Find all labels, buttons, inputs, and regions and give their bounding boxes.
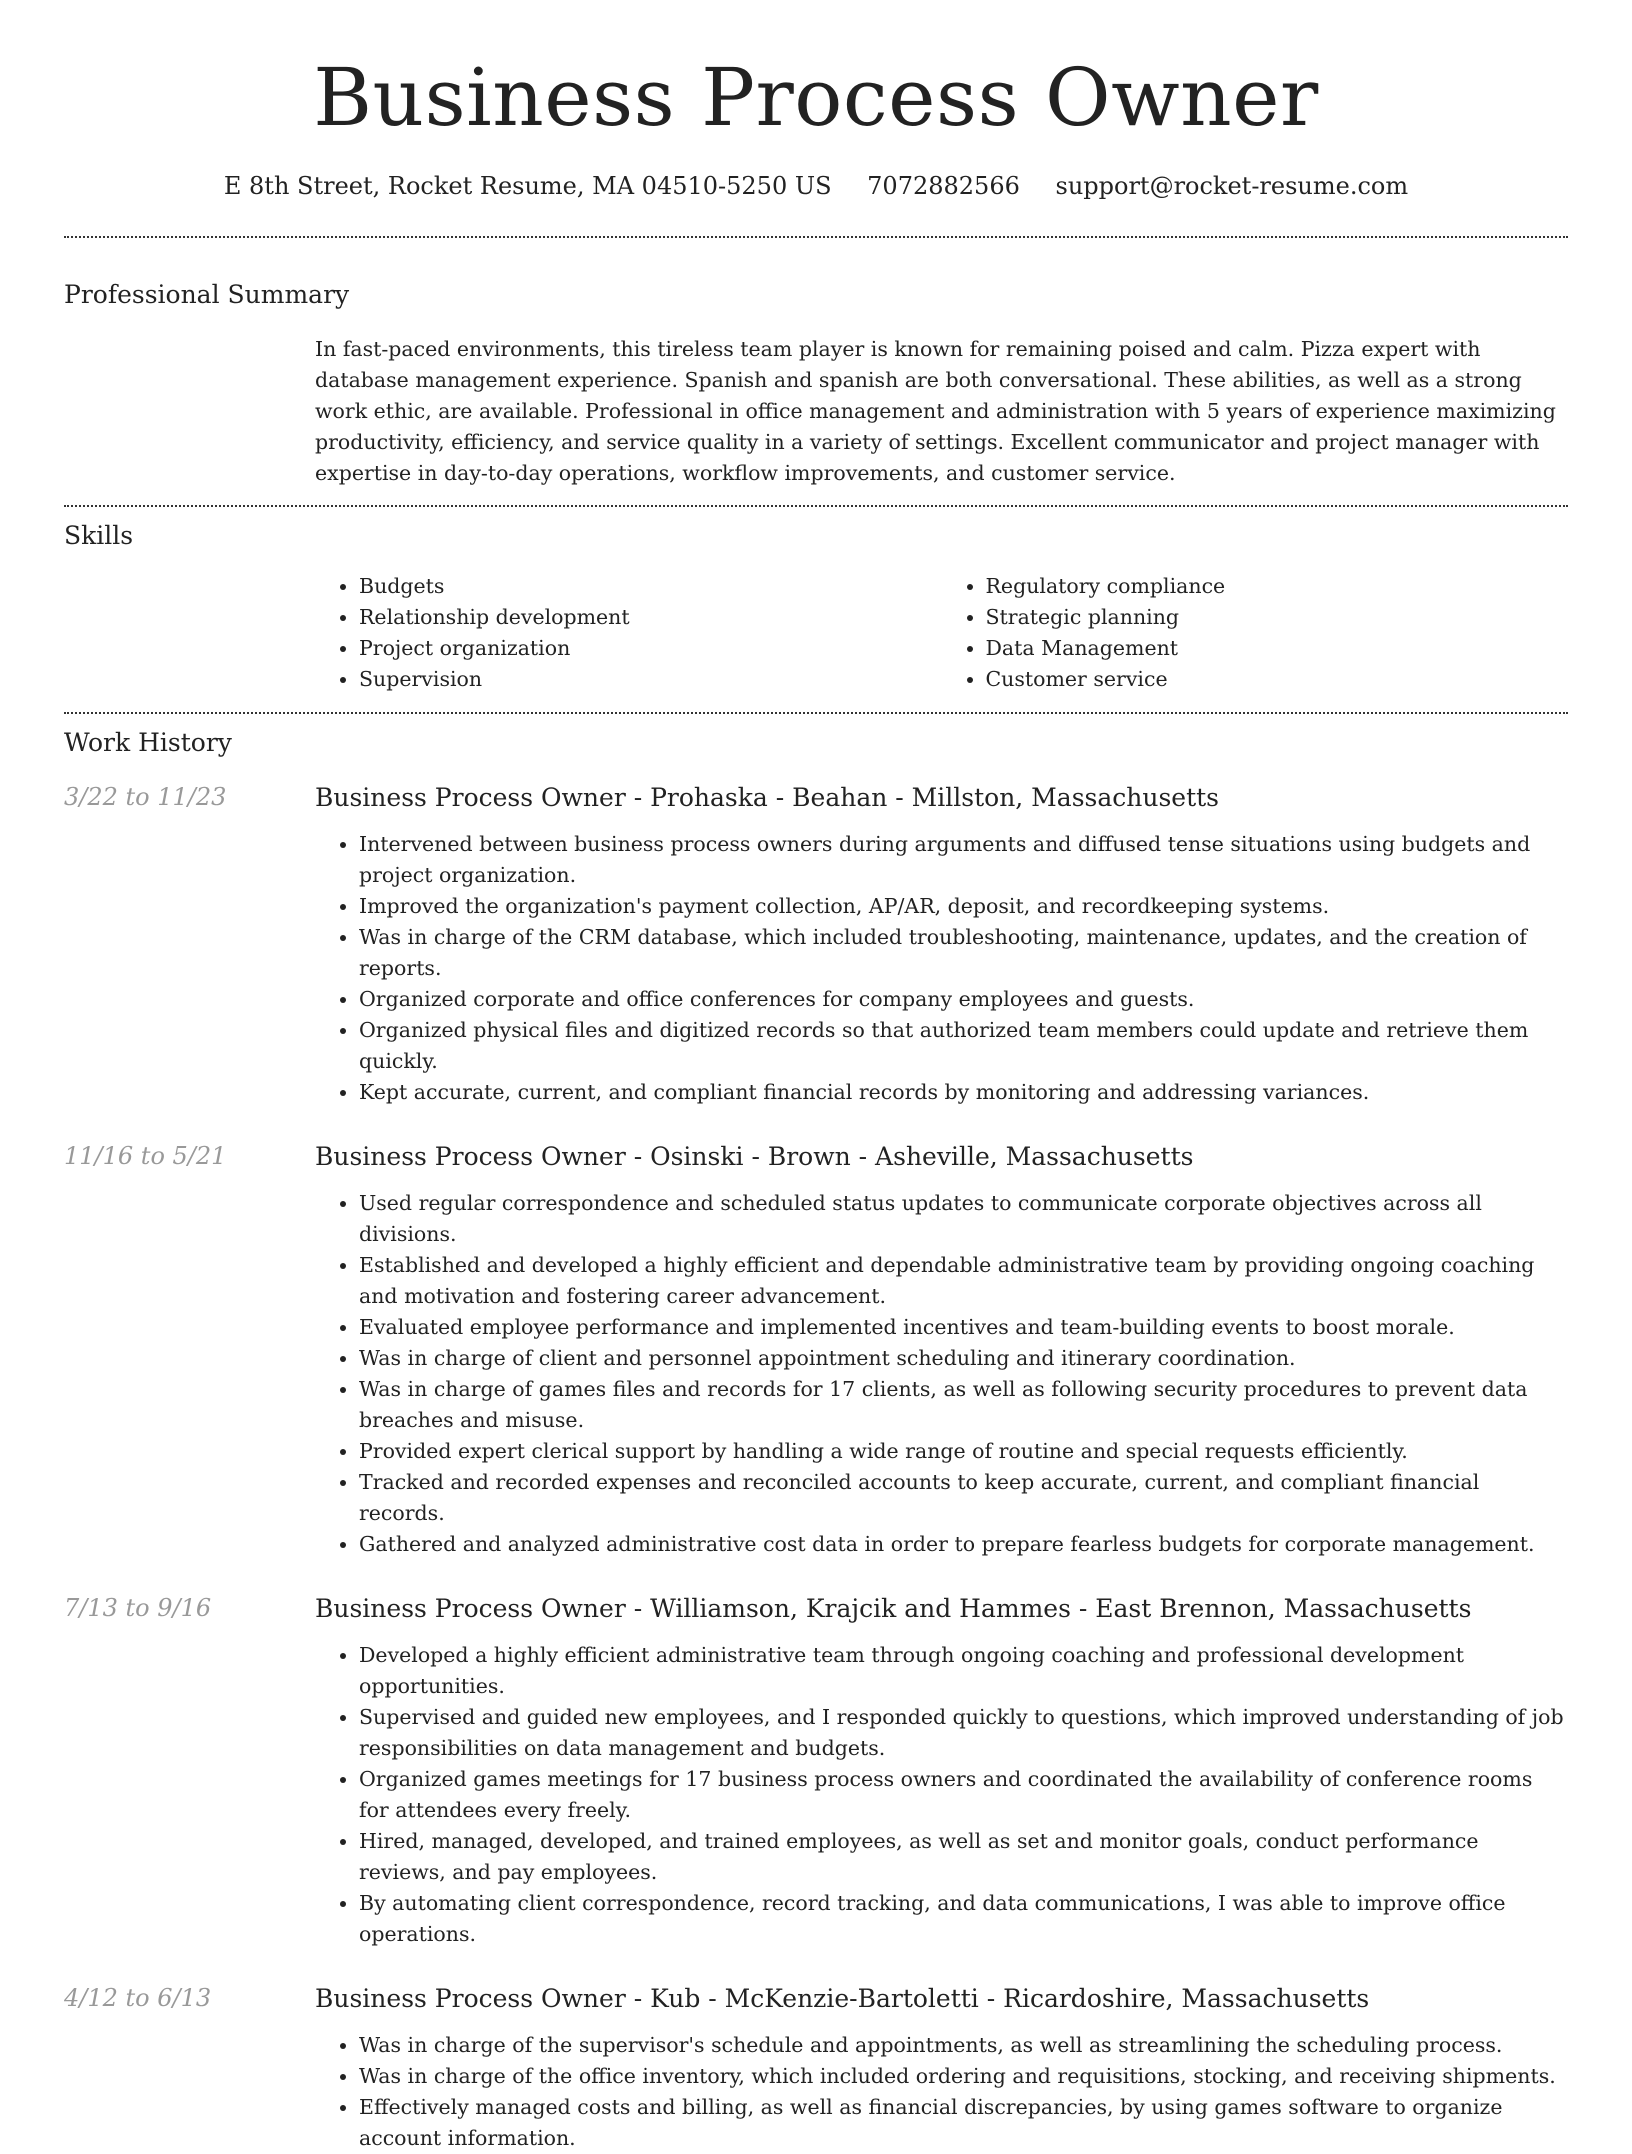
job-bullets <box>315 1188 1568 1560</box>
contact-email: support@rocket-resume.com <box>1055 172 1409 200</box>
job-bullet: • Improved the organization's payment collection, AP/AR, deposit, and recordkeeping systems. <box>359 891 1568 922</box>
divider <box>64 712 1568 714</box>
skill-item: • Customer service <box>986 664 1569 695</box>
job-bullet: • Was in charge of the CRM database, which included troubleshooting, maintenance, updates, and the creation of reports. <box>359 922 1568 984</box>
skill-item: • Project organization <box>359 633 942 664</box>
job-bullet: • Was in charge of client and personnel appointment scheduling and itinerary coordination. <box>359 1343 1568 1374</box>
job-bullet: • Used regular correspondence and scheduled status updates to communicate corporate objectives across all divisions. <box>359 1188 1568 1250</box>
section-title-skills: Skills <box>64 520 134 550</box>
resume-page <box>64 0 1568 2154</box>
job-bullet: • Developed a highly efficient administrative team through ongoing coaching and professional development opportunities. <box>359 1640 1568 1702</box>
job-bullet: • Was in charge of games files and records for 17 clients, as well as following security procedures to prevent data breaches and misuse. <box>359 1374 1568 1436</box>
skill-item: • Data Management <box>986 633 1569 664</box>
job-entry <box>64 783 1568 1108</box>
job-bullet: • Effectively managed costs and billing, as well as financial discrepancies, by using games software to organize account information. <box>359 2092 1568 2154</box>
section-title-work: Work History <box>64 727 232 757</box>
job-bullet: • By automating client correspondence, record tracking, and data communications, I was able to improve office operations. <box>359 1888 1568 1950</box>
job-details <box>315 1594 1568 1950</box>
skills-column-right <box>942 571 1569 695</box>
skill-item: • Relationship development <box>359 602 942 633</box>
summary-text: In fast-paced environments, this tireless team player is known for remaining poised and calm. Pizza expert with database management experience. Spanish and spanish are both conversational. These abilities, as well as a strong work ethic, are available. Professional in office management and administration with 5 years of experience maximizing productivity, efficiency, and service quality in a variety of settings. Excellent communicator and project manager with expertise in day-to-day operations, workflow improvements, and customer service. <box>315 336 1556 485</box>
job-dates: 11/16 to 5/21 <box>64 1141 227 1170</box>
job-entry <box>64 1984 1568 2154</box>
skill-item: • Strategic planning <box>986 602 1569 633</box>
job-bullet: • Gathered and analyzed administrative cost data in order to prepare fearless budgets for corporate management. <box>359 1529 1568 1560</box>
skills-column-left <box>315 571 942 695</box>
job-details <box>315 783 1568 1108</box>
job-bullet: • Provided expert clerical support by handling a wide range of routine and special requests efficiently. <box>359 1436 1568 1467</box>
job-bullet: • Tracked and recorded expenses and reconciled accounts to keep accurate, current, and compliant financial records. <box>359 1467 1568 1529</box>
contact-line <box>64 172 1568 201</box>
job-bullets <box>315 829 1568 1108</box>
job-bullet: • Established and developed a highly efficient and dependable administrative team by providing ongoing coaching and motivation and fostering career advancement. <box>359 1250 1568 1312</box>
job-bullet: • Hired, managed, developed, and trained employees, as well as set and monitor goals, conduct performance reviews, and pay employees. <box>359 1826 1568 1888</box>
job-entry <box>64 1142 1568 1560</box>
job-bullet: • Organized physical files and digitized records so that authorized team members could update and retrieve them quickly. <box>359 1015 1568 1077</box>
skill-item: • Budgets <box>359 571 942 602</box>
job-title: Business Process Owner - Williamson, Krajcik and Hammes - East Brennon, Massachusetts <box>315 1593 1472 1623</box>
skill-item: • Supervision <box>359 664 942 695</box>
job-dates: 3/22 to 11/23 <box>64 782 227 811</box>
job-entry <box>64 1594 1568 1950</box>
job-bullet: • Was in charge of the office inventory, which included ordering and requisitions, stocking, and receiving shipments. <box>359 2061 1568 2092</box>
job-bullet: • Was in charge of the supervisor's schedule and appointments, as well as streamlining the scheduling process. <box>359 2030 1568 2061</box>
job-bullet: • Intervened between business process owners during arguments and diffused tense situations using budgets and project organization. <box>359 829 1568 891</box>
summary-body <box>315 334 1568 489</box>
job-bullet: • Kept accurate, current, and compliant financial records by monitoring and addressing variances. <box>359 1077 1568 1108</box>
divider <box>64 505 1568 507</box>
job-details <box>315 1142 1568 1560</box>
divider <box>64 236 1568 238</box>
contact-address: E 8th Street, Rocket Resume, MA 04510-5250 US <box>223 172 832 200</box>
contact-phone: 7072882566 <box>867 172 1020 200</box>
skills-list <box>315 571 1568 695</box>
resume-name: Business Process Owner <box>313 51 1319 144</box>
job-title: Business Process Owner - Kub - McKenzie-Bartoletti - Ricardoshire, Massachusetts <box>315 1983 1370 2013</box>
job-dates: 4/12 to 6/13 <box>64 1983 212 2012</box>
job-bullet: • Organized games meetings for 17 business process owners and coordinated the availability of conference rooms for attendees every freely. <box>359 1764 1568 1826</box>
section-title-summary: Professional Summary <box>64 279 350 309</box>
job-bullet: • Supervised and guided new employees, and I responded quickly to questions, which improved understanding of job responsibilities on data management and budgets. <box>359 1702 1568 1764</box>
job-dates: 7/13 to 9/16 <box>64 1593 212 1622</box>
job-bullet: • Evaluated employee performance and implemented incentives and team-building events to boost morale. <box>359 1312 1568 1343</box>
job-title: Business Process Owner - Prohaska - Beahan - Millston, Massachusetts <box>315 782 1220 812</box>
job-title: Business Process Owner - Osinski - Brown - Asheville, Massachusetts <box>315 1141 1194 1171</box>
skill-item: • Regulatory compliance <box>986 571 1569 602</box>
job-details <box>315 1984 1568 2154</box>
job-bullets <box>315 1640 1568 1950</box>
job-bullet: • Organized corporate and office conferences for company employees and guests. <box>359 984 1568 1015</box>
job-bullets <box>315 2030 1568 2154</box>
